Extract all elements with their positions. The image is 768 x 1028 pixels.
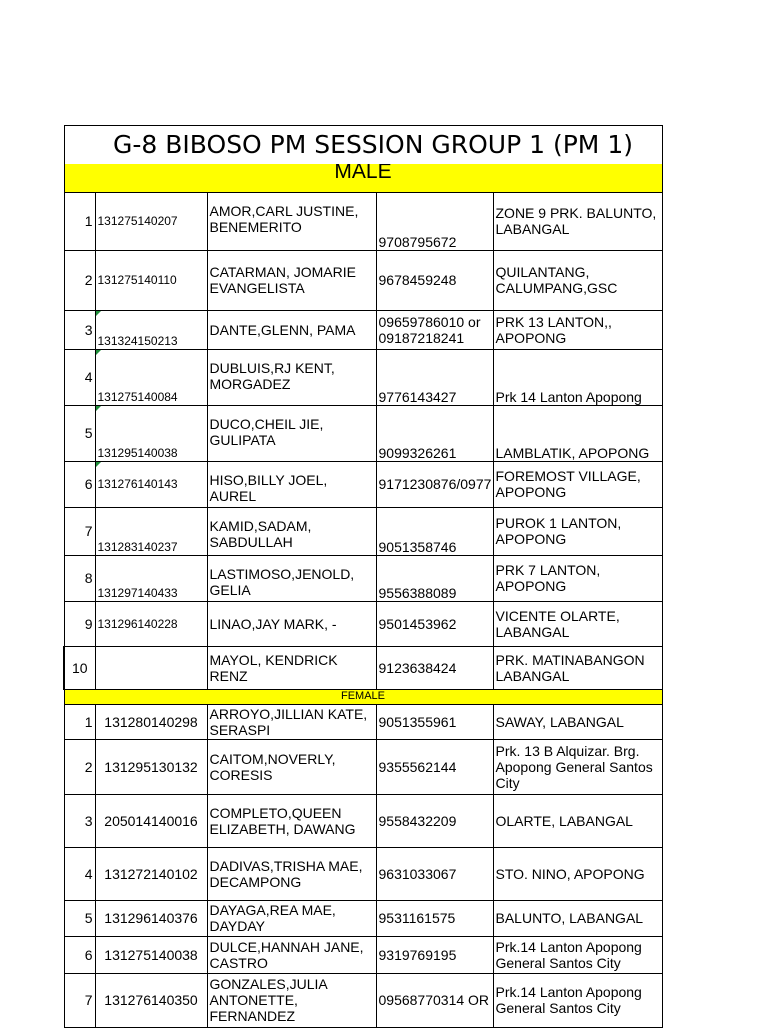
contact-number: 09568770314 OR xyxy=(376,973,493,1027)
sheet-title: G-8 BIBOSO PM SESSION GROUP 1 (PM 1) xyxy=(64,126,662,164)
male-table-row xyxy=(64,461,662,507)
female-table-row xyxy=(64,704,662,739)
contact-number: 9051355961 xyxy=(376,704,493,739)
student-name: GONZALES,JULIA ANTONETTE, FERNANDEZ xyxy=(207,973,376,1027)
student-id: 131324150213 xyxy=(95,310,207,349)
contact-number: 9558432209 xyxy=(376,794,493,847)
row-number: 5 xyxy=(64,405,95,461)
student-name: KAMID,SADAM, SABDULLAH xyxy=(207,507,376,555)
address: Prk.14 Lanton Apopong General Santos City xyxy=(493,936,662,973)
roster-sheet xyxy=(63,125,663,1028)
contact-number: 9631033067 xyxy=(376,847,493,900)
contact-number: 9531161575 xyxy=(376,900,493,936)
female-header-row xyxy=(64,689,662,704)
female-table-row xyxy=(64,936,662,973)
contact-number: 9051358746 xyxy=(376,507,493,555)
row-number: 7 xyxy=(64,973,95,1027)
male-table-row xyxy=(64,250,662,310)
student-id: 131272140102 xyxy=(95,847,207,900)
row-number: 9 xyxy=(64,601,95,646)
contact-number: 9355562144 xyxy=(376,739,493,794)
female-table-row xyxy=(64,794,662,847)
male-section-header: MALE xyxy=(64,164,662,193)
student-name: DAYAGA,REA MAE, DAYDAY xyxy=(207,900,376,936)
female-section-header: FEMALE xyxy=(64,689,662,704)
address: PRK. MATINABANGON LABANGAL xyxy=(493,646,662,689)
row-number: 5 xyxy=(64,900,95,936)
student-name: DULCE,HANNAH JANE, CASTRO xyxy=(207,936,376,973)
student-name: DUCO,CHEIL JIE, GULIPATA xyxy=(207,405,376,461)
student-id: 131275140038 xyxy=(95,936,207,973)
male-table-row xyxy=(64,405,662,461)
contact-number: 9319769195 xyxy=(376,936,493,973)
address: FOREMOST VILLAGE, APOPONG xyxy=(493,461,662,507)
student-name: HISO,BILLY JOEL, AUREL xyxy=(207,461,376,507)
row-number: 3 xyxy=(64,310,95,349)
row-number: 1 xyxy=(64,192,95,250)
student-id: 131276140350 xyxy=(95,973,207,1027)
address: Prk. 13 B Alquizar. Brg. Apopong General Santos City xyxy=(493,739,662,794)
address: SAWAY, LABANGAL xyxy=(493,704,662,739)
student-name: ARROYO,JILLIAN KATE, SERASPI xyxy=(207,704,376,739)
student-name: DANTE,GLENN, PAMA xyxy=(207,310,376,349)
student-name: CATARMAN, JOMARIE EVANGELISTA xyxy=(207,250,376,310)
address: PRK 13 LANTON,, APOPONG xyxy=(493,310,662,349)
address: QUILANTANG, CALUMPANG,GSC xyxy=(493,250,662,310)
student-id: 131275140110 xyxy=(95,250,207,310)
male-table-row xyxy=(64,646,662,689)
row-number: 7 xyxy=(64,507,95,555)
student-name: LINAO,JAY MARK, - xyxy=(207,601,376,646)
contact-number: 09659786010 or 09187218241 xyxy=(376,310,493,349)
address: Prk.14 Lanton Apopong General Santos City xyxy=(493,973,662,1027)
male-table-row xyxy=(64,601,662,646)
roster-body xyxy=(64,126,662,1028)
female-table-row xyxy=(64,973,662,1027)
row-number: 10 xyxy=(64,646,95,689)
contact-number: 9501453962 xyxy=(376,601,493,646)
student-id xyxy=(95,646,207,689)
title-row xyxy=(64,126,662,164)
student-id: 131275140084 xyxy=(95,349,207,405)
row-number: 2 xyxy=(64,250,95,310)
contact-number: 9099326261 xyxy=(376,405,493,461)
student-id: 131295140038 xyxy=(95,405,207,461)
address: ZONE 9 PRK. BALUNTO, LABANGAL xyxy=(493,192,662,250)
row-number: 2 xyxy=(64,739,95,794)
contact-number: 9123638424 xyxy=(376,646,493,689)
student-name: MAYOL, KENDRICK RENZ xyxy=(207,646,376,689)
student-name: COMPLETO,QUEEN ELIZABETH, DAWANG xyxy=(207,794,376,847)
male-table-row xyxy=(64,310,662,349)
female-table-row xyxy=(64,739,662,794)
address: OLARTE, LABANGAL xyxy=(493,794,662,847)
student-id: 205014140016 xyxy=(95,794,207,847)
student-name: CAITOM,NOVERLY, CORESIS xyxy=(207,739,376,794)
row-number: 4 xyxy=(64,349,95,405)
student-id: 131296140228 xyxy=(95,601,207,646)
student-id: 131276140143 xyxy=(95,461,207,507)
student-name: DADIVAS,TRISHA MAE, DECAMPONG xyxy=(207,847,376,900)
address: STO. NINO, APOPONG xyxy=(493,847,662,900)
contact-number: 9678459248 xyxy=(376,250,493,310)
student-id: 131297140433 xyxy=(95,555,207,601)
address: LAMBLATIK, APOPONG xyxy=(493,405,662,461)
contact-number: 9171230876/0977 xyxy=(376,461,493,507)
row-number: 4 xyxy=(64,847,95,900)
contact-number: 9556388089 xyxy=(376,555,493,601)
row-number: 6 xyxy=(64,461,95,507)
address: PUROK 1 LANTON, APOPONG xyxy=(493,507,662,555)
contact-number: 9776143427 xyxy=(376,349,493,405)
row-number: 8 xyxy=(64,555,95,601)
student-id: 131295130132 xyxy=(95,739,207,794)
female-table-row xyxy=(64,847,662,900)
student-name: AMOR,CARL JUSTINE, BENEMERITO xyxy=(207,192,376,250)
student-name: LASTIMOSO,JENOLD, GELIA xyxy=(207,555,376,601)
address: PRK 7 LANTON, APOPONG xyxy=(493,555,662,601)
student-id: 131280140298 xyxy=(95,704,207,739)
male-table-row xyxy=(64,349,662,405)
male-header-row xyxy=(64,164,662,193)
male-table-row xyxy=(64,555,662,601)
male-table-row xyxy=(64,192,662,250)
student-id: 131296140376 xyxy=(95,900,207,936)
address: Prk 14 Lanton Apopong xyxy=(493,349,662,405)
student-name: DUBLUIS,RJ KENT, MORGADEZ xyxy=(207,349,376,405)
row-number: 3 xyxy=(64,794,95,847)
row-number: 6 xyxy=(64,936,95,973)
row-number: 1 xyxy=(64,704,95,739)
address: VICENTE OLARTE, LABANGAL xyxy=(493,601,662,646)
male-table-row xyxy=(64,507,662,555)
address: BALUNTO, LABANGAL xyxy=(493,900,662,936)
student-id: 131275140207 xyxy=(95,192,207,250)
female-table-row xyxy=(64,900,662,936)
contact-number: 9708795672 xyxy=(376,192,493,250)
student-id: 131283140237 xyxy=(95,507,207,555)
